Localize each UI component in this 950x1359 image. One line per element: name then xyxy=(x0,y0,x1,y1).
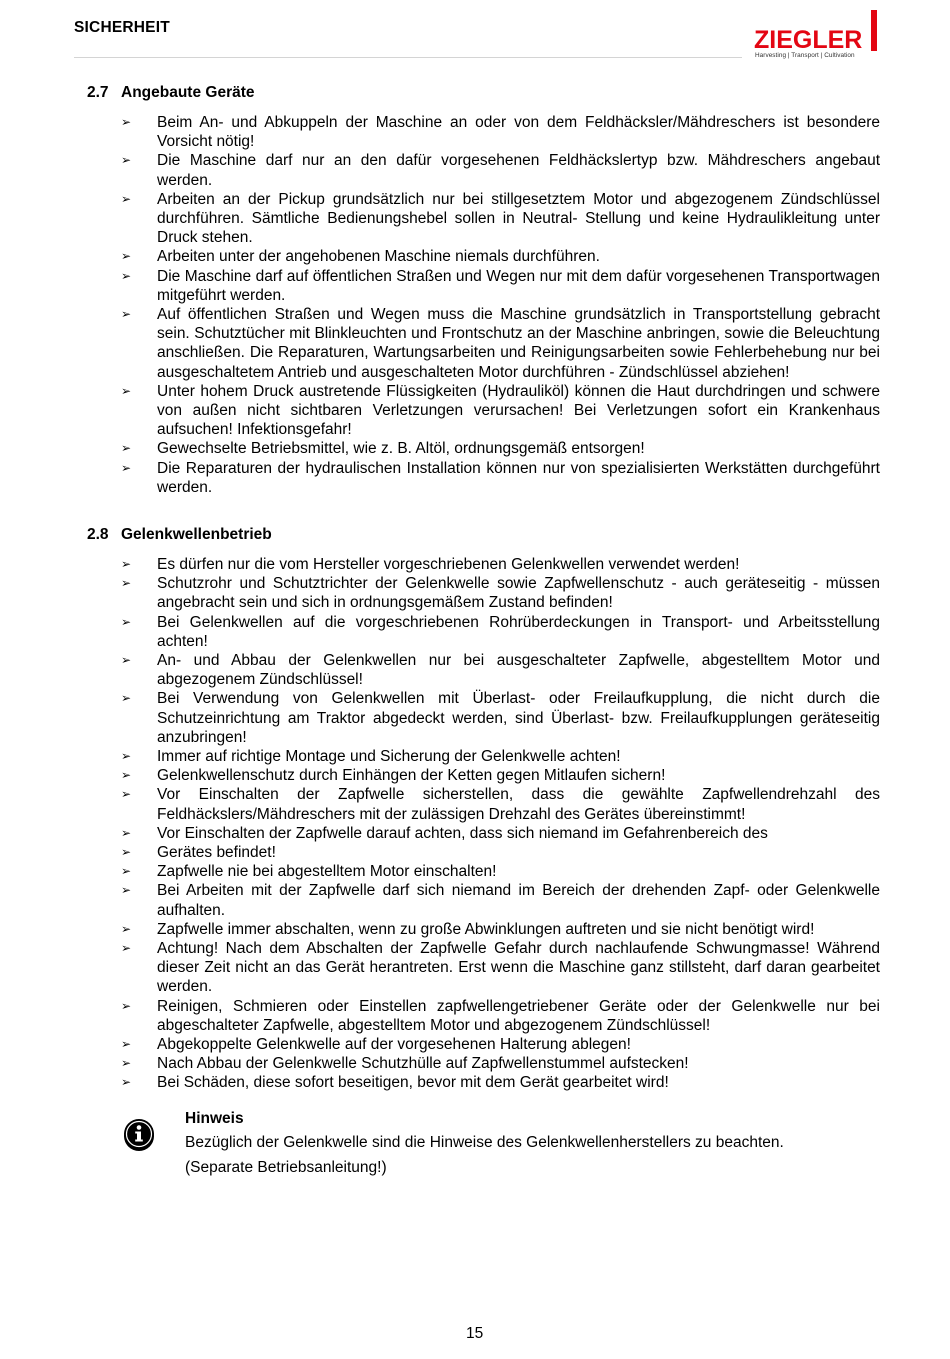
arrow-bullet-icon: ➢ xyxy=(121,787,132,802)
section-number: 2.8 xyxy=(87,526,109,543)
list-item-text: Zapfwelle nie bei abgestelltem Motor einschalten! xyxy=(157,863,497,881)
header-title: SICHERHEIT xyxy=(74,19,170,36)
list-item-text: An- und Abbau der Gelenkwellen nur bei ausgeschalteter Zapfwelle, abgestelltem Motor und abgezogenem Zündschlüssel! xyxy=(157,652,880,689)
company-logo xyxy=(754,6,884,62)
arrow-bullet-icon: ➢ xyxy=(121,249,132,264)
arrow-bullet-icon: ➢ xyxy=(121,749,132,764)
arrow-bullet-icon: ➢ xyxy=(121,1037,132,1052)
list-item-text: Bei Gelenkwellen auf die vorgeschriebenen Rohrüberdeckungen in Transport- und Arbeitsstellung achten! xyxy=(157,613,880,650)
list-item-text: Auf öffentlichen Straßen und Wegen muss die Maschine grundsätzlich in Transportstellung gebracht sein. Schutztücher mit Blinkleuchten und Frontschutz an der Maschine anbringen, sowie die Beleuchtung anschließen. Die Reparaturen, Wartungsarbeiten und Reinigungsarbeiten sowie Fehlerbehebung nur bei ausgeschaltetem Antrieb und ausgeschalteten Motor durchführen - Zündschlüssel abziehen! xyxy=(157,306,880,381)
list-item-text: Gelenkwellenschutz durch Einhängen der Ketten gegen Mitlaufen sichern! xyxy=(157,767,666,785)
arrow-bullet-icon: ➢ xyxy=(121,941,132,956)
list-item xyxy=(120,439,880,458)
section-heading-2-8 xyxy=(87,526,272,544)
list-item xyxy=(120,939,880,997)
list-item xyxy=(120,305,880,382)
list-item xyxy=(120,151,880,189)
list-item xyxy=(120,862,880,881)
list-item xyxy=(120,1054,880,1073)
arrow-bullet-icon: ➢ xyxy=(121,768,132,783)
list-item-text: Bei Verwendung von Gelenkwellen mit Überlast- oder Freilaufkupplung, die nicht durch die Schutzeinrichtung am Traktor abgedeckt werden, sind Überlast- bzw. Freilaufkupplungen geräteseitig anzubringen! xyxy=(157,690,880,746)
list-item-text: Die Maschine darf auf öffentlichen Straßen und Wegen nur mit dem dafür vorgesehenen Transportwagen mitgeführt werden. xyxy=(157,267,880,304)
header-divider xyxy=(74,57,742,58)
list-item xyxy=(120,459,880,497)
arrow-bullet-icon: ➢ xyxy=(121,115,132,129)
arrow-bullet-icon: ➢ xyxy=(121,864,132,879)
arrow-bullet-icon: ➢ xyxy=(121,383,132,398)
bullet-list-attached-devices xyxy=(120,113,880,497)
arrow-bullet-icon: ➢ xyxy=(121,1075,132,1090)
list-item xyxy=(120,267,880,305)
list-item xyxy=(120,920,880,939)
arrow-bullet-icon: ➢ xyxy=(121,883,132,898)
list-item-text: Bei Arbeiten mit der Zapfwelle darf sich niemand im Bereich der drehenden Zapf- oder Gelenkwelle aufhalten. xyxy=(157,882,880,919)
list-item-text: Gewechselte Betriebsmittel, wie z. B. Altöl, ordnungsgemäß entsorgen! xyxy=(157,440,645,458)
list-item-text: Reinigen, Schmieren oder Einstellen zapfwellengetriebener Geräte oder der Gelenkwelle nur bei abgeschalteter Zapfwelle, abgestelltem Motor und abgezogenem Zündschlüssel! xyxy=(157,997,880,1034)
list-item xyxy=(120,881,880,919)
hint-text: Bezüglich der Gelenkwelle sind die Hinweise des Gelenkwellenherstellers zu beachten. xyxy=(185,1134,784,1151)
arrow-bullet-icon: ➢ xyxy=(121,845,132,860)
list-item xyxy=(120,1035,880,1054)
section-title: Gelenkwellenbetrieb xyxy=(121,526,272,543)
arrow-bullet-icon: ➢ xyxy=(121,191,132,206)
arrow-bullet-icon: ➢ xyxy=(121,441,132,456)
arrow-bullet-icon: ➢ xyxy=(121,557,132,571)
list-item-text: Gerätes befindet! xyxy=(157,844,276,862)
list-item-text: Abgekoppelte Gelenkwelle auf der vorgesehenen Halterung ablegen! xyxy=(157,1036,631,1054)
section-number: 2.7 xyxy=(87,84,109,101)
list-item xyxy=(120,190,880,248)
list-item-text: Vor Einschalten der Zapfwelle sicherstellen, dass die gewählte Zapfwellendrehzahl des Feldhäckslers/Mähdreschers mit der zulässigen Drehzahl des Gerätes übereinstimmt! xyxy=(157,786,880,823)
info-icon xyxy=(122,1117,157,1153)
list-item xyxy=(120,843,880,862)
list-item-text: Die Reparaturen der hydraulischen Installation können nur von spezialisierten Werkstätten durchgeführt werden. xyxy=(157,459,880,496)
list-item-text: Immer auf richtige Montage und Sicherung der Gelenkwelle achten! xyxy=(157,748,621,766)
list-item xyxy=(120,689,880,747)
list-item-text: Die Maschine darf nur an den dafür vorgesehenen Feldhäckslertyp bzw. Mähdreschers angebaut werden. xyxy=(157,152,880,189)
hint-text-note: (Separate Betriebsanleitung!) xyxy=(185,1159,387,1176)
list-item xyxy=(120,766,880,785)
logo-tagline: Harvesting | Transport | Cultivation xyxy=(755,52,855,59)
list-item-text: Arbeiten unter der angehobenen Maschine niemals durchführen. xyxy=(157,248,600,266)
list-item xyxy=(120,747,880,766)
arrow-bullet-icon: ➢ xyxy=(121,614,132,629)
list-item xyxy=(120,574,880,612)
bullet-list-pto-shaft xyxy=(120,555,880,1093)
list-item-text: Unter hohem Druck austretende Flüssigkeiten (Hydrauliköl) können die Haut durchdringen und schwere von außen nicht sichtbaren Verletzungen verursachen! Bei Verletzungen sofort ein Krankenhaus aufsuchen! Infektionsgefahr! xyxy=(157,382,880,439)
arrow-bullet-icon: ➢ xyxy=(121,998,132,1013)
arrow-bullet-icon: ➢ xyxy=(121,691,132,706)
arrow-bullet-icon: ➢ xyxy=(121,460,132,475)
arrow-bullet-icon: ➢ xyxy=(121,576,132,591)
logo-accent-bar xyxy=(871,10,877,51)
list-item-text: Schutzrohr und Schutztrichter der Gelenkwelle sowie Zapfwellenschutz - auch geräteseitig - müssen angebracht sein und sich in ordnungsgemäßem Zustand befinden! xyxy=(157,575,880,612)
list-item-text: Arbeiten an der Pickup grundsätzlich nur bei stillgesetztem Motor und abgezogenem Zündschlüssel durchführen. Sämtliche Bedienungshebel sollen in Neutral- Stellung und keine Hydraulikleitung unter Druck stehen. xyxy=(157,190,880,247)
list-item-text: Es dürfen nur die vom Hersteller vorgeschriebenen Gelenkwellen verwendet werden! xyxy=(157,556,740,573)
arrow-bullet-icon: ➢ xyxy=(121,268,132,283)
list-item xyxy=(120,555,880,574)
arrow-bullet-icon: ➢ xyxy=(121,653,132,668)
section-title: Angebaute Geräte xyxy=(121,84,255,101)
list-item xyxy=(120,247,880,266)
list-item xyxy=(120,382,880,440)
list-item xyxy=(120,613,880,651)
hint-title: Hinweis xyxy=(185,1110,244,1127)
list-item-text: Zapfwelle immer abschalten, wenn zu große Abwinklungen auftreten und sie nicht benötigt wird! xyxy=(157,920,815,938)
section-heading-2-7 xyxy=(87,84,255,102)
page-number: 15 xyxy=(466,1325,484,1342)
logo-wordmark: ZIEGLER xyxy=(754,26,863,54)
list-item-text: Nach Abbau der Gelenkwelle Schutzhülle auf Zapfwellenstummel aufstecken! xyxy=(157,1055,689,1073)
arrow-bullet-icon: ➢ xyxy=(121,921,132,936)
list-item xyxy=(120,997,880,1035)
list-item-text: Beim An- und Abkuppeln der Maschine an oder von dem Feldhäcksler/Mähdreschers ist besondere Vorsicht nötig! xyxy=(157,114,880,151)
list-item-text: Bei Schäden, diese sofort beseitigen, bevor mit dem Gerät gearbeitet wird! xyxy=(157,1074,669,1092)
arrow-bullet-icon: ➢ xyxy=(121,153,132,168)
arrow-bullet-icon: ➢ xyxy=(121,1056,132,1071)
list-item xyxy=(120,113,880,151)
list-item xyxy=(120,824,880,843)
arrow-bullet-icon: ➢ xyxy=(121,307,132,322)
list-item xyxy=(120,785,880,823)
list-item xyxy=(120,1073,880,1092)
list-item-text: Vor Einschalten der Zapfwelle darauf achten, dass sich niemand im Gefahrenbereich des xyxy=(157,824,768,842)
list-item xyxy=(120,651,880,689)
arrow-bullet-icon: ➢ xyxy=(121,825,132,840)
list-item-text: Achtung! Nach dem Abschalten der Zapfwelle Gefahr durch nachlaufende Schwungmasse! Während dieser Zeit nicht an das Gerät herantreten. Erst wenn die Maschine ganz stillsteht, darf daran gearbeitet werden. xyxy=(157,940,880,996)
